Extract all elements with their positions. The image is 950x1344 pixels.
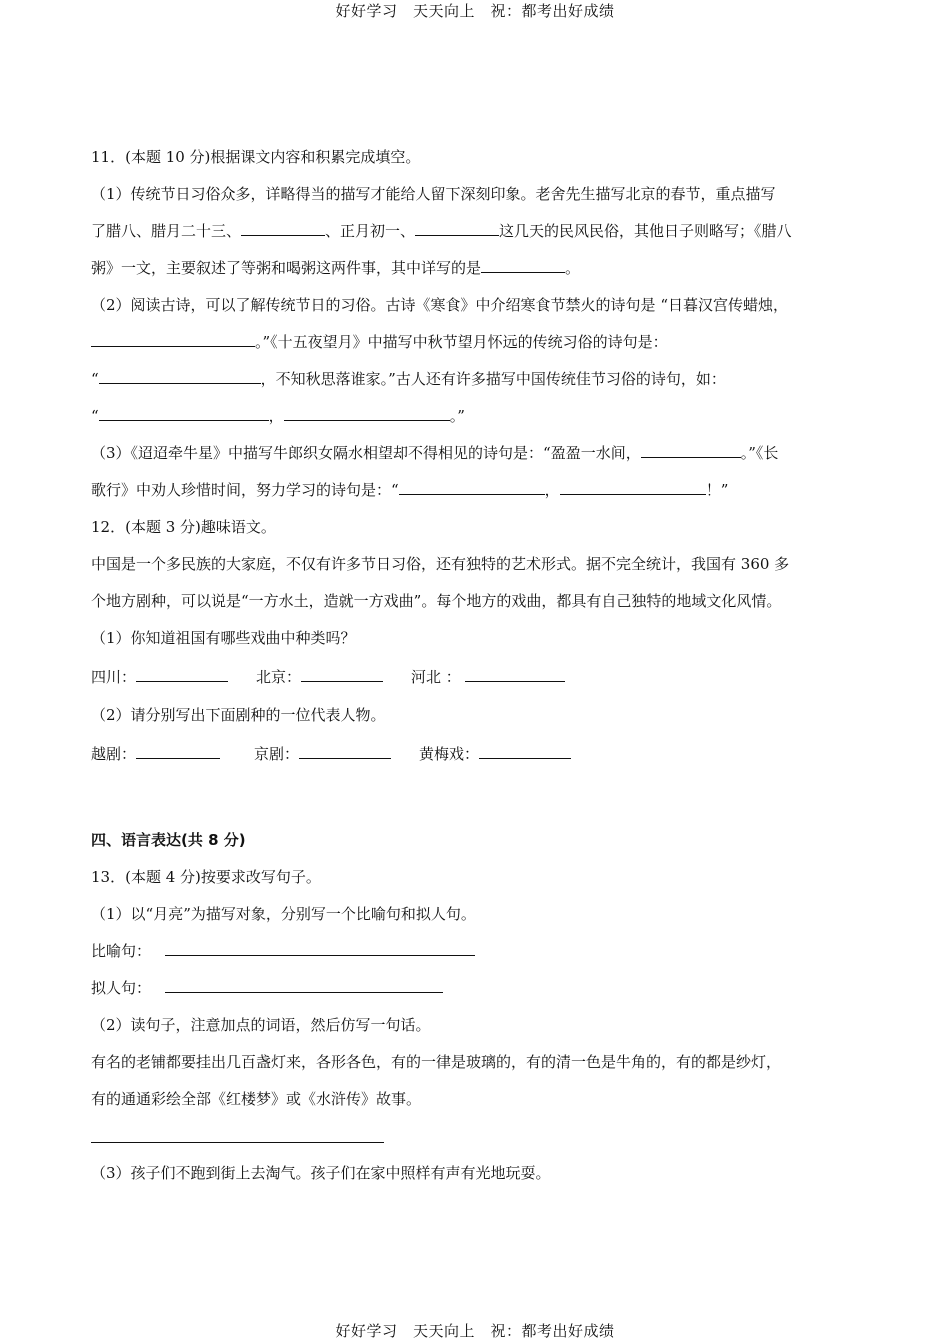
page-footer: 好好学习 天天向上 祝：都考出好成绩	[335, 1322, 615, 1340]
text: ！”	[705, 481, 729, 499]
page-header: 好好学习 天天向上 祝：都考出好成绩	[335, 2, 615, 20]
text: 粥》一文，主要叙述了等粥和喝粥这两件事，其中详写的是	[91, 259, 482, 277]
text: （3）《迢迢牵牛星》中描写牛郎织女隔水相望却不得相见的诗句是：“盈盈一水间，	[91, 444, 641, 462]
q11-part1-line2	[91, 220, 792, 241]
blank-field[interactable]	[284, 405, 450, 421]
q13-example-line1: 有名的老铺都要挂出几百盏灯来，各形各色，有的一律是玻璃的，有的清一色是牛角的，有的都是纱灯，	[91, 1053, 782, 1071]
text: 。	[565, 259, 581, 277]
q13-part3: （3）孩子们不跑到街上去淘气。孩子们在家中照样有声有光地玩耍。	[91, 1164, 551, 1182]
blank-field[interactable]	[99, 405, 269, 421]
sichuan-label: 四川：	[91, 668, 137, 686]
hebei-blank[interactable]	[465, 666, 565, 682]
q13-part1: （1）以“月亮”为描写对象，分别写一个比喻句和拟人句。	[91, 905, 476, 923]
text: 、正月初一、	[325, 222, 416, 240]
blank-field[interactable]	[560, 479, 706, 495]
personification-label: 拟人句：	[91, 979, 152, 997]
text: 了腊八、腊月二十三、	[91, 222, 242, 240]
text: 。”《长	[740, 444, 779, 462]
q11-part1-line1: （1）传统节日习俗众多，详略得当的描写才能给人留下深刻印象。老舍先生描写北京的春节，重点描写	[91, 185, 776, 203]
blank-field[interactable]	[415, 220, 499, 236]
text: 歌行》中劝人珍惜时间，努力学习的诗句是：“	[91, 481, 399, 499]
blank-field[interactable]	[99, 368, 261, 384]
q12-representatives-row	[91, 743, 571, 764]
q11-part2-line1: （2）阅读古诗，可以了解传统节日的习俗。古诗《寒食》中介绍寒食节禁火的诗句是 “日暮汉宫传蜡烛，	[91, 296, 788, 314]
text: ，不知秋思落谁家。”古人还有许多描写中国传统佳节习俗的诗句，如：	[260, 370, 726, 388]
simile-label: 比喻句：	[91, 942, 152, 960]
blank-field[interactable]	[481, 257, 565, 273]
yueju-label: 越剧：	[91, 745, 137, 763]
text: “	[91, 370, 99, 388]
q11-part3-line1	[91, 442, 778, 463]
blank-field[interactable]	[91, 331, 255, 347]
simile-blank[interactable]	[165, 940, 475, 956]
q12-title: 12．(本题 3 分)趣味语文。	[91, 518, 276, 536]
huangmeixi-blank[interactable]	[479, 743, 571, 759]
jingju-blank[interactable]	[299, 743, 391, 759]
q11-part2-line4	[91, 405, 465, 426]
q12-intro-line2: 个地方剧种，可以说是“一方水土，造就一方戏曲”。每个地方的戏曲，都具有自己独特的地域文化风情。	[91, 592, 782, 610]
q13-example-line2: 有的通通彩绘全部《红楼梦》或《水浒传》故事。	[91, 1090, 422, 1108]
huangmeixi-label: 黄梅戏：	[419, 745, 480, 763]
section-heading: 四、语言表达(共 8 分)	[91, 831, 246, 849]
q12-intro-line1: 中国是一个多民族的大家庭，不仅有许多节日习俗，还有独特的艺术形式。据不完全统计，我国有 360 多	[91, 555, 790, 573]
q13-title: 13．(本题 4 分)按要求改写句子。	[91, 868, 321, 886]
text: “	[91, 407, 99, 425]
q11-part1-line3	[91, 257, 580, 278]
q13-answer-blank[interactable]	[91, 1142, 384, 1143]
yueju-blank[interactable]	[136, 743, 220, 759]
text: ，	[268, 407, 284, 425]
q11-part3-line2	[91, 479, 728, 500]
q13-simile-row	[91, 940, 475, 961]
q12-part1: （1）你知道祖国有哪些戏曲中种类吗？	[91, 629, 356, 647]
hebei-label: 河北 ：	[411, 668, 461, 686]
sichuan-blank[interactable]	[136, 666, 228, 682]
text: ，	[544, 481, 560, 499]
q11-title: 11．(本题 10 分)根据课文内容和积累完成填空。	[91, 148, 421, 166]
jingju-label: 京剧：	[254, 745, 300, 763]
blank-field[interactable]	[641, 442, 741, 458]
q12-part2: （2）请分别写出下面剧种的一位代表人物。	[91, 706, 386, 724]
q13-part2: （2）读句子，注意加点的词语，然后仿写一句话。	[91, 1016, 431, 1034]
text: 。”	[449, 407, 465, 425]
beijing-blank[interactable]	[301, 666, 383, 682]
q13-personification-row	[91, 977, 443, 998]
beijing-label: 北京：	[256, 668, 302, 686]
q12-opera-types-row	[91, 666, 565, 687]
blank-field[interactable]	[241, 220, 325, 236]
personification-blank[interactable]	[165, 977, 443, 993]
text: 这几天的民风民俗，其他日子则略写；《腊八	[499, 222, 792, 240]
blank-field[interactable]	[399, 479, 545, 495]
text: 。”《十五夜望月》中描写中秋节望月怀远的传统习俗的诗句是：	[255, 333, 668, 351]
q11-part2-line3	[91, 368, 726, 389]
q11-part2-line2	[91, 331, 668, 352]
